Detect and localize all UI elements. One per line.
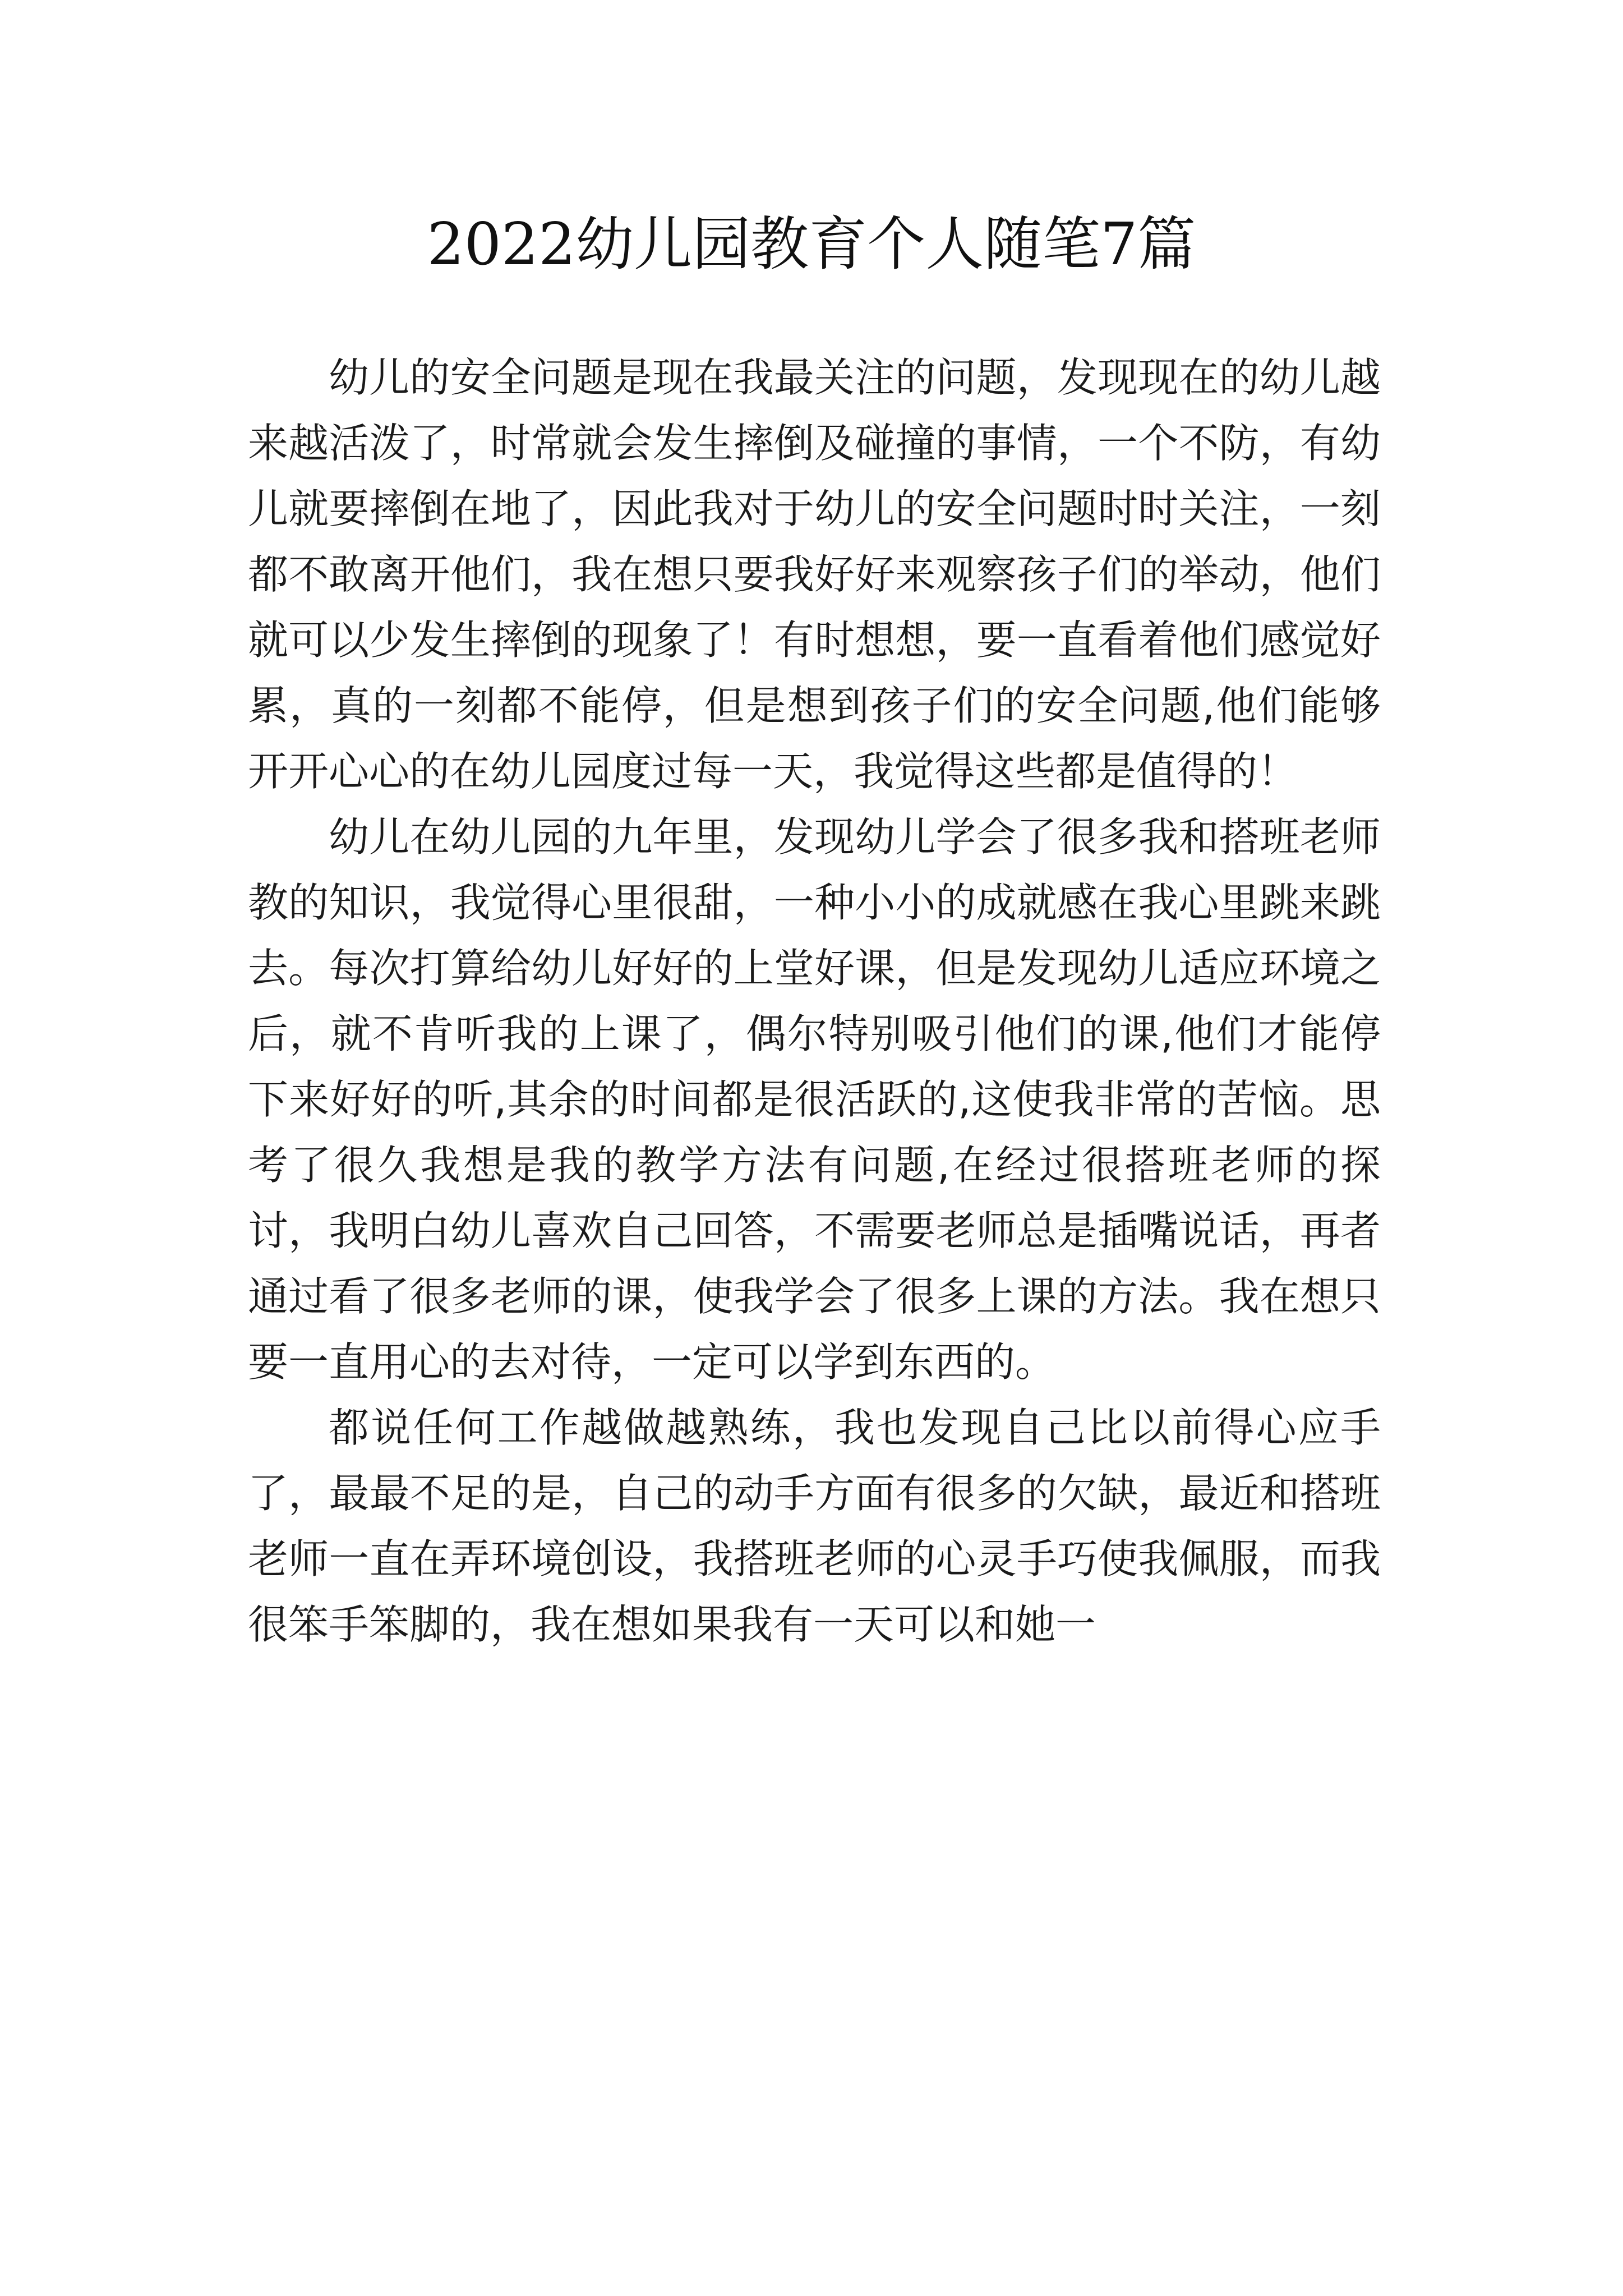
paragraph-1: 幼儿的安全问题是现在我最关注的问题，发现现在的幼儿越来越活泼了，时常就会发生摔倒及碰撞的事情，一个不防，有幼儿就要摔倒在地了，因此我对于幼儿的安全问题时时关注，一刻都不敢离开他们，我在想只要我好好来观察孩子们的举动，他们就可以少发生摔倒的现象了！有时想想，要一直看着他们感觉好累，真的一刻都不能停，但是想到孩子们的安全问题,他们能够开开心心的在幼儿园度过每一天，我觉得这些都是值得的！	[248, 354, 1381, 795]
paragraph-2: 幼儿在幼儿园的九年里，发现幼儿学会了很多我和搭班老师教的知识，我觉得心里很甜，一种小小的成就感在我心里跳来跳去。每次打算给幼儿好好的上堂好课，但是发现幼儿适应环境之后，就不肯听我的上课了，偶尔特别吸引他们的课,他们才能停下来好好的听,其余的时间都是很活跃的,这使我非常的苦恼。思考了很久我想是我的教学方法有问题,在经过很搭班老师的探讨，我明白幼儿喜欢自己回答，不需要老师总是插嘴说话，再者通过看了很多老师的课，使我学会了很多上课的方法。我在想只要一直用心的去对待，一定可以学到东西的。	[248, 813, 1381, 1386]
document-title: 2022幼儿园教育个人随笔7篇	[427, 210, 1196, 278]
document-body	[248, 345, 1381, 1658]
paragraph-3: 都说任何工作越做越熟练，我也发现自己比以前得心应手了，最最不足的是，自己的动手方面有很多的欠缺，最近和搭班老师一直在弄环境创设，我搭班老师的心灵手巧使我佩服，而我很笨手笨脚的，我在想如果我有一天可以和她一	[248, 1404, 1381, 1648]
